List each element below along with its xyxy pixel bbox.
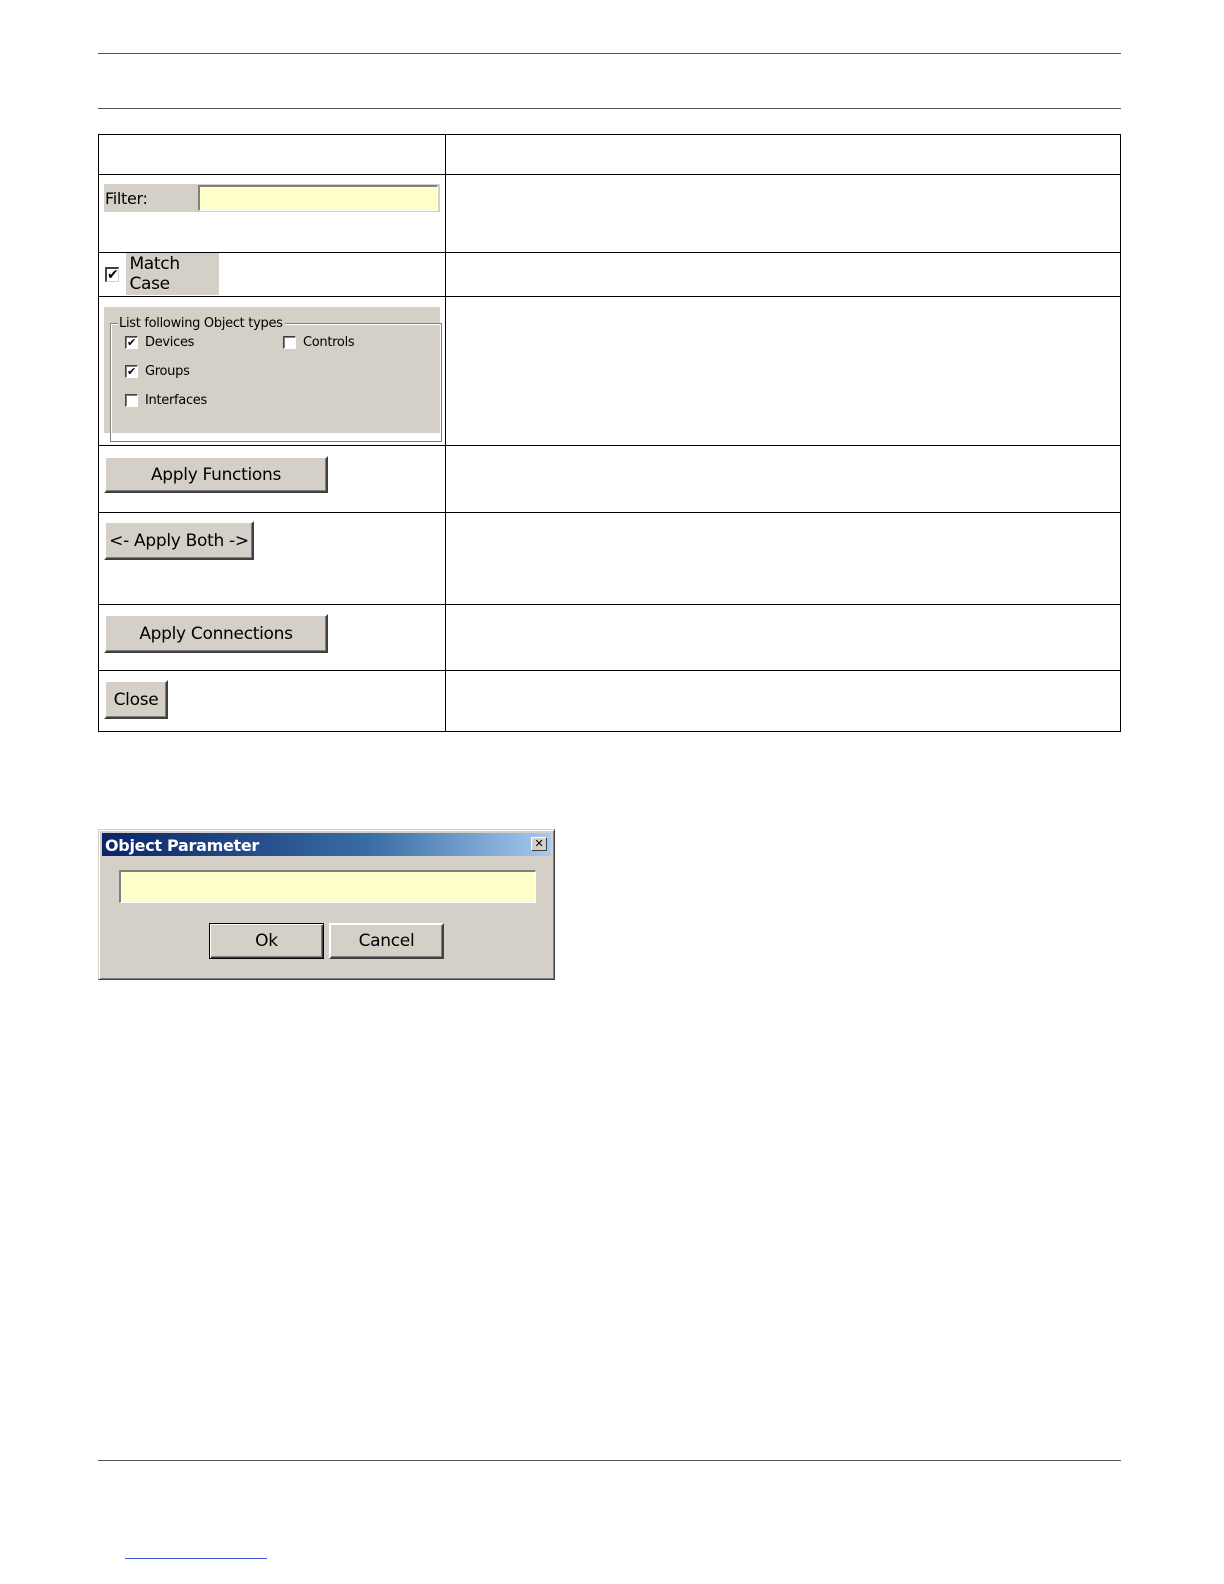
apply-both-button[interactable]: <- Apply Both -> <box>104 521 254 560</box>
close-cell <box>99 671 446 732</box>
ok-button[interactable]: Ok <box>209 923 324 959</box>
controls-label: Controls <box>303 335 355 350</box>
devices-checkmark-icon[interactable]: ✔ <box>125 336 138 349</box>
close-icon[interactable]: ✕ <box>531 837 547 851</box>
header-rule-top <box>98 53 1121 54</box>
groups-label: Groups <box>145 364 190 379</box>
devices-checkbox[interactable] <box>125 335 194 350</box>
apply-functions-cell <box>99 446 446 513</box>
object-parameter-dialog <box>98 829 555 980</box>
object-types-description <box>446 297 1121 446</box>
controls-checkmark-icon[interactable] <box>283 336 296 349</box>
footer-rule <box>98 1460 1121 1461</box>
header-rule-bottom <box>98 108 1121 109</box>
devices-label: Devices <box>145 335 195 350</box>
match-case-cell <box>99 253 446 297</box>
close-description <box>446 671 1121 732</box>
table-row-object-types <box>99 297 1121 446</box>
interfaces-checkmark-icon[interactable] <box>125 394 138 407</box>
filter-label: Filter: <box>105 189 148 208</box>
footer-link-underline[interactable] <box>125 1558 267 1559</box>
filter-control <box>104 184 440 212</box>
dialog-titlebar[interactable] <box>102 833 551 856</box>
close-button[interactable]: Close <box>104 680 168 719</box>
groups-checkbox[interactable] <box>125 364 190 379</box>
object-types-group <box>104 307 440 433</box>
parameter-input[interactable] <box>119 870 536 903</box>
apply-both-cell <box>99 513 446 605</box>
match-case-label: Match Case <box>126 253 219 295</box>
table-row-match-case <box>99 253 1121 297</box>
table-row-apply-both <box>99 513 1121 605</box>
table-row-close <box>99 671 1121 732</box>
filter-cell <box>99 175 446 253</box>
filter-input[interactable] <box>198 185 438 211</box>
table-row-apply-functions <box>99 446 1121 513</box>
apply-functions-description <box>446 446 1121 513</box>
match-case-description <box>446 253 1121 297</box>
object-types-cell <box>99 297 446 446</box>
match-case-checkmark-icon[interactable]: ✔ <box>107 266 119 283</box>
table-row-apply-connections <box>99 605 1121 671</box>
apply-connections-button[interactable]: Apply Connections <box>104 614 328 653</box>
apply-both-description <box>446 513 1121 605</box>
header-cell-right <box>446 135 1121 175</box>
interfaces-checkbox[interactable] <box>125 393 207 408</box>
header-cell-left <box>99 135 446 175</box>
cancel-button[interactable]: Cancel <box>329 923 444 959</box>
controls-table <box>98 134 1121 732</box>
dialog-title: Object Parameter <box>105 836 259 855</box>
apply-connections-cell <box>99 605 446 671</box>
groups-checkmark-icon[interactable]: ✔ <box>125 365 138 378</box>
filter-description <box>446 175 1121 253</box>
apply-connections-description <box>446 605 1121 671</box>
table-header-row <box>99 135 1121 175</box>
controls-checkbox[interactable] <box>283 335 354 350</box>
match-case-checkbox[interactable] <box>105 254 219 294</box>
group-box-title: List following Object types <box>119 316 283 331</box>
interfaces-label: Interfaces <box>145 393 207 408</box>
apply-functions-button[interactable]: Apply Functions <box>104 456 328 493</box>
table-row-filter <box>99 175 1121 253</box>
